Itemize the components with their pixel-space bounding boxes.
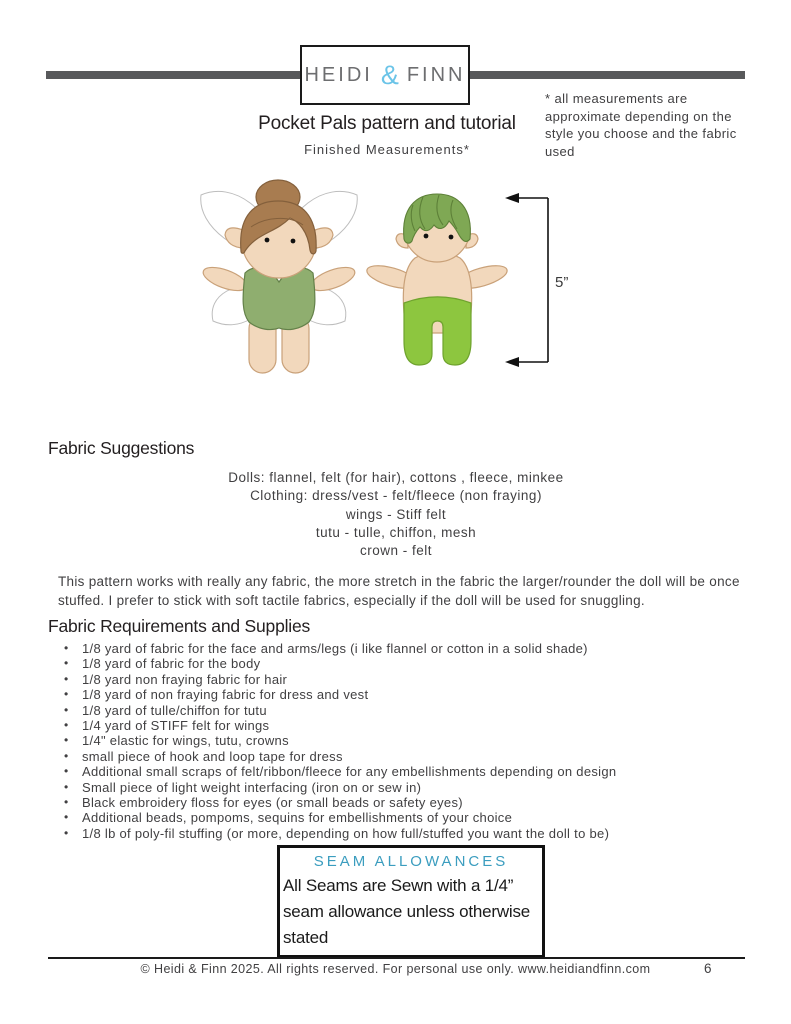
page-number: 6: [704, 961, 712, 976]
fabric-suggestions-list: [100, 469, 692, 560]
logo-ampersand: &: [380, 59, 399, 90]
fabric-requirement-item: • 1/8 yard of fabric for the face and arms/legs (i like flannel or cotton in a solid shade): [58, 641, 758, 656]
seam-allowances-heading: SEAM ALLOWANCES: [313, 853, 509, 870]
measurement-disclaimer-note: * all measurements are approximate depending on the style you choose and the fabric used: [545, 91, 737, 159]
fairy-doll-illustration: [200, 180, 357, 373]
fabric-suggestion-line: crown - felt: [359, 543, 433, 559]
fabric-requirement-item: • 1/8 yard of fabric for the body: [58, 656, 758, 671]
fabric-suggestion-line: tutu - tulle, chiffon, mesh: [315, 524, 477, 540]
logo-text-right: FINN: [406, 63, 466, 86]
fabric-requirement-item: • 1/8 yard of non fraying fabric for dress and vest: [58, 687, 758, 702]
arrow-down-icon: [505, 357, 519, 367]
heidi-and-finn-logo: [300, 45, 470, 105]
fabric-advice-note: This pattern works with really any fabric, the more stretch in the fabric the larger/rounder the doll will be once stuffed. I prefer to stick with soft tactile fabrics, especially if the doll will be used for snuggling.: [58, 574, 740, 608]
height-label: 5”: [555, 274, 569, 291]
fabric-requirement-item: • Black embroidery floss for eyes (or small beads or safety eyes): [58, 795, 758, 810]
fabric-requirement-item: • 1/4" elastic for wings, tutu, crowns: [58, 733, 758, 748]
page-title: Pocket Pals pattern and tutorial: [258, 113, 516, 134]
footer-divider-line: [48, 957, 745, 959]
fabric-requirement-item: • Additional small scraps of felt/ribbon/fleece for any embellishments depending on design: [58, 764, 758, 779]
fabric-requirement-item: • 1/8 yard of tulle/chiffon for tutu: [58, 703, 758, 718]
fabric-suggestion-line: Clothing: dress/vest - felt/fleece (non fraying): [250, 488, 542, 504]
page-subtitle: Finished Measurements*: [304, 142, 470, 157]
fabric-suggestion-line: wings - Stiff felt: [345, 506, 447, 522]
fabric-requirement-item: • 1/4 yard of STIFF felt for wings: [58, 718, 758, 733]
seam-allowances-body: All Seams are Sewn with a 1/4” seam allowance unless otherwise stated: [283, 876, 531, 947]
boy-doll-illustration: [365, 194, 510, 365]
height-measurement: [505, 193, 568, 367]
seam-allowances-box: [277, 845, 545, 958]
fabric-requirement-item: • 1/8 lb of poly-fil stuffing (or more, depending on how full/stuffed you want the doll to be): [58, 826, 758, 841]
fabric-suggestions-heading: Fabric Suggestions: [48, 438, 195, 458]
arrow-up-icon: [505, 193, 519, 203]
logo-text-left: HEIDI: [304, 63, 373, 86]
fabric-suggestion-line: Dolls: flannel, felt (for hair), cottons , fleece, minkee: [228, 470, 564, 485]
fabric-requirement-item: • Small piece of light weight interfacing (iron on or sew in): [58, 780, 758, 795]
fabric-requirement-item: • 1/8 yard non fraying fabric for hair: [58, 672, 758, 687]
fabric-requirement-item: • small piece of hook and loop tape for dress: [58, 749, 758, 764]
fabric-requirement-item: • Additional beads, pompoms, sequins for embellishments of your choice: [58, 810, 758, 825]
footer-copyright: © Heidi & Finn 2025. All rights reserved. For personal use only. www.heidiandfinn.com: [140, 962, 651, 976]
fabric-requirements-list: [58, 641, 758, 841]
doll-illustration: [185, 175, 580, 380]
fabric-requirements-heading: Fabric Requirements and Supplies: [48, 616, 311, 636]
